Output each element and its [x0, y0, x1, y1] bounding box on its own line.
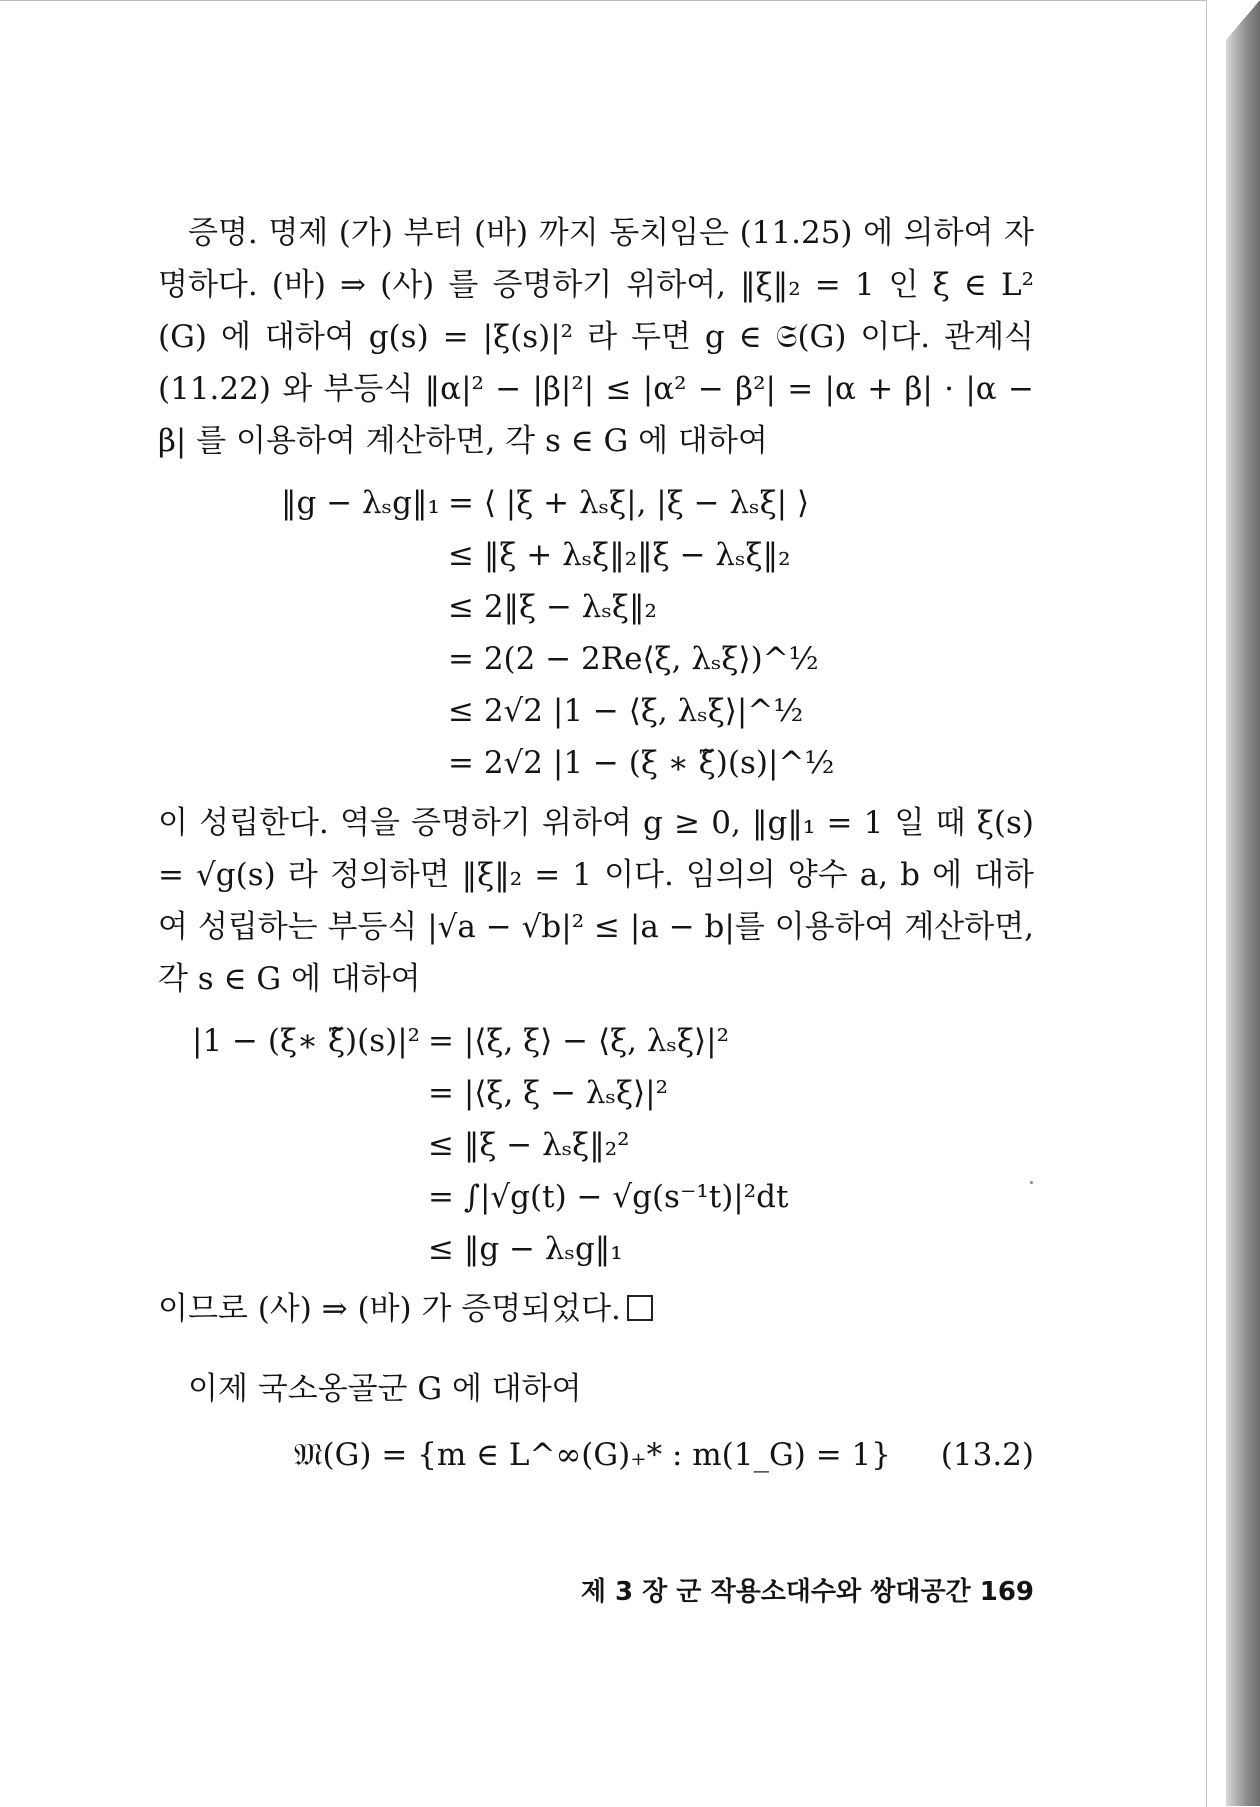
numbered-equation	[158, 1425, 1034, 1485]
equation-rhs: = 2√2 |1 − (ξ ∗ ξ̃)(s)|^½	[448, 745, 835, 781]
equation-rhs: ≤ ‖g − λₛg‖₁	[428, 1231, 623, 1267]
qed-box-icon	[627, 1295, 653, 1321]
equation-line	[158, 685, 1034, 737]
equation-rhs: ≤ 2√2 |1 − ⟨ξ, λₛξ⟩|^½	[448, 693, 804, 729]
equation-lhs: ‖g − λₛg‖₁	[281, 485, 440, 521]
equation-line	[158, 581, 1034, 633]
equation-rhs: = |⟨ξ, ξ − λₛξ⟩|²	[428, 1075, 669, 1111]
equation-rhs: = 2(2 − 2Re⟨ξ, λₛξ⟩)^½	[448, 641, 819, 677]
converse-paragraph: 이 성립한다. 역을 증명하기 위하여 g ≥ 0, ‖g‖₁ = 1 일 때 ξ(s) = √g(s) 라 정의하면 ‖ξ‖₂ = 1 이다. 임의의 양수 a, b 에 대하여 성립하는 부등식 |√a − √b|² ≤ |a − b|를 이용하여 계산하면, 각 s ∈ G 에 대하여	[158, 805, 1034, 997]
equation-lhs: |1 − (ξ∗ ξ̃)(s)|²	[192, 1023, 421, 1059]
running-footer: 제 3 장 군 작용소대수와 쌍대공간 169	[580, 1577, 1034, 1607]
equation-line	[158, 477, 1034, 529]
equation-number: (13.2)	[940, 1437, 1034, 1473]
equation-line	[158, 1171, 1034, 1223]
proof-paragraph: 증명. 명제 (가) 부터 (바) 까지 동치임은 (11.25) 에 의하여 자명하다. (바) ⇒ (사) 를 증명하기 위하여, ‖ξ‖₂ = 1 인 ξ ∈ L² (G) 에 대하여 g(s) = |ξ(s)|² 라 두면 g ∈ 𝔖(G) 이다. 관계식 (11.22) 와 부등식 ‖α|² − |β|²| ≤ |α² − β²| = |α + β| · |α − β| 를 이용하여 계산하면, 각 s ∈ G 에 대하여	[158, 215, 1034, 459]
definition-intro: 이제 국소옹골군 G 에 대하여	[188, 1371, 582, 1407]
conclusion-paragraph	[158, 1283, 1034, 1335]
equation-rhs: ≤ 2‖ξ − λₛξ‖₂	[448, 589, 657, 625]
equation-block-2	[158, 1015, 1034, 1275]
equation-line	[158, 1223, 1034, 1275]
mean-set-formula: 𝔐(G) = {m ∈ L^∞(G)₊* : m(1_G) = 1}	[294, 1437, 891, 1473]
equation-line	[158, 737, 1034, 789]
equation-rhs: ≤ ‖ξ + λₛξ‖₂‖ξ − λₛξ‖₂	[448, 537, 791, 573]
equation-rhs: = ⟨ |ξ + λₛξ|, |ξ − λₛξ| ⟩	[448, 485, 810, 521]
page-content	[158, 207, 1034, 1485]
page-edge-shadow	[1226, 0, 1260, 1806]
equation-line	[158, 633, 1034, 685]
speck	[1030, 1181, 1033, 1184]
conclusion-text: 이므로 (사) ⇒ (바) 가 증명되었다.	[158, 1291, 621, 1327]
equation-rhs: = ∫|√g(t) − √g(s⁻¹t)|²dt	[428, 1179, 789, 1215]
equation-block-1	[158, 477, 1034, 789]
equation-line	[158, 529, 1034, 581]
equation-line	[158, 1015, 1034, 1067]
equation-rhs: = |⟨ξ, ξ⟩ − ⟨ξ, λₛξ⟩|²	[428, 1023, 730, 1059]
equation-rhs: ≤ ‖ξ − λₛξ‖₂²	[428, 1127, 630, 1163]
page-corner	[1226, 0, 1260, 40]
equation-line	[158, 1119, 1034, 1171]
equation-line	[158, 1067, 1034, 1119]
